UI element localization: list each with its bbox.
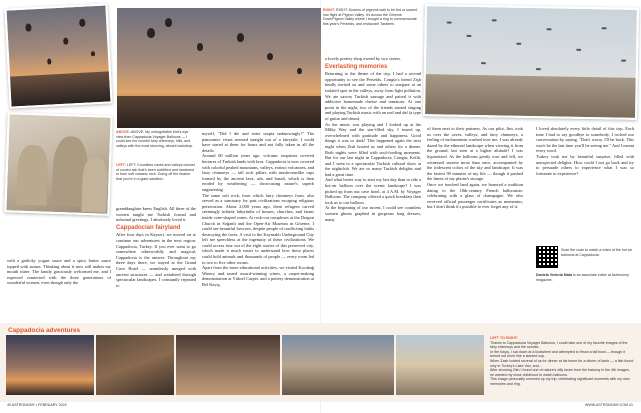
heading-everlasting-memories: Everlasting memories	[325, 63, 388, 70]
caption-right: RIGHT: RIGHT: Dozens of pigeons wait to be fed or soared into flight at Pigeon Valley. It's across the Göreme Dove/Pigeon Valley where I bought a ring to commemorate this year's Perseids, and restaurant Taraleen.	[323, 8, 418, 26]
qr-text: Scan the code to watch a video of the hot air balloons at Cappadocia.	[561, 248, 632, 257]
right-col-1-text: Returning to the theme of the trip, I had a second opportunity to see the Perseids. Congür's friend Zişh kindly invited us and some others to stargaze at an isolated spot in the valleys, away from light pollution. We ate savory Turkish sausage and paired it with addictive homemade cheese and tomatoes. At one point in the night, two of the friends started singing and playing Turkish music with an oud and daf (a type of guitar and drum). As the music was playing and I looked up at the Milky Way and the star-filled sky, I teared up, overwhelmed with gratitude and happiness. Good things it was so dark! This happened again the next night when Zish hosted us and others for a dinner. Both nights were filled with soul-fooding moments. But for our last night in Cappadocia, Congür, Kefik, and I went to a spectacular Turkish cultural show at the nightclub. We ate so many Turkish delights and had a great time. And what better way to start my last day than to ride a hot-air balloon over the scenic landscape? I was picked up from our cave hotel, at 4 A.M. by Voyager Balloons. The company offered a quick breakfast then took us to our balloon. At the beginning of our ascent, I could see countless women ghosts graphed in gorgeous long dresses, many	[325, 71, 421, 222]
right-folio: WWW.ASTRONOMY.COM 41	[584, 403, 633, 407]
strip-title: Cappadocia adventures	[8, 327, 81, 334]
left-col-2	[202, 131, 314, 319]
strip-photo-5	[396, 335, 484, 395]
strip-photo-3	[176, 335, 280, 395]
left-col-1-text: granddaughter knew English. All three of the women taught me Turkish formal and informal greetings. I absolutely loved it.	[116, 206, 196, 223]
left-folio: 40 ASTRONOMY • FEBRUARY 2024	[7, 403, 67, 407]
pigeon-photo	[423, 4, 639, 120]
left-col-0-text: with a garlicky yogurt sauce and a spicy butter sauce topped with sumac. Thinking about it now still makes my mouth water. The family graciously welcomed me, and I expected connected with the three generations of wonderful women, even though only the	[7, 258, 111, 286]
right-col-1	[325, 56, 421, 320]
chimney-photo-left	[4, 112, 112, 216]
balloon-photo-left	[4, 3, 112, 108]
left-col-1	[116, 206, 196, 318]
right-col-2-text: of them next to their partners. As our pilot, Jim, took us over the caves, valleys, and fairy chimneys, a feeling of enchantment washed over me. I was already dazed by the ethereal landscape when viewing it from the ground, but seen at a higher altitude? I was hypnotized. As the balloons gently rose and fell, we witnessed sunrise more than once, accompanied by the iridescent colors of the sky and landscape. It was the fastest 90 minutes of my life — though it pushed the limits of my phone's storage. Once we touched land again, we honored a tradition dating to the 18th-century French balloonists: celebrating with a glass of champagne. We also received official passenger certificates as mementos, but I don't think it's possible to ever forget any of it.	[427, 126, 523, 210]
author-byline	[536, 273, 634, 282]
caption-above: ABOVE: ABOVE: My unforgettable bird's-eye view from Cappadocia Voyager Balloons — I could see the colorful fairy chimneys, hills, and valleys with the most stunning, vibrant backdrop.	[116, 130, 194, 148]
strip-caption-heading: LEFT TO RIGHT:	[490, 336, 518, 340]
author-name: Daniela Victoria Mata	[536, 273, 573, 277]
strip-photo-2	[96, 335, 174, 395]
caption-left: LEFT: LEFT: Countless caves and valleys consist of cooled ash that's been solidified and hardened to form soft volcanic rock. Going off the illusion that you're in a giant sandbox.	[116, 163, 195, 181]
qr-code[interactable]	[536, 246, 558, 268]
heading-cappadocian-fairyland: Cappadocian fairyland	[116, 224, 181, 231]
right-col-3	[536, 126, 634, 246]
right-col-1-lead: a lovely pottery shop owned by two sisters.	[325, 56, 402, 61]
left-col-0	[7, 258, 111, 318]
author-role: is an associate editor at Astronomy magazine.	[536, 273, 629, 282]
strip-caption	[490, 336, 634, 387]
strip-caption-text: Thanks to Cappadocia Voyager Balloons, I could take one of my favorite images of the fairy chimneys and the sunrise. In the Kayış, I sat down at a kickwheel and attempted to throw a tall bowl — though it turned out more like a slanted cup. When Zash hosted several of us for dinner at his home for a dinner of lamb — a fish found only in Turkey's Lake Van, and... After showing Zish I found one of nature's silly faces from the balcony in the 4th images, he wanted my close childhood to watch balloons. This image personally summed up my trip, celebrating significant moments with my new memories and ring.	[490, 340, 634, 386]
strip-photo-1	[6, 335, 94, 395]
strip-photo-4	[282, 335, 394, 395]
left-col-1-text2: After four days in Kayseri, we moved on to continue our adventures in the next region: Cappadocia, Turkey. If you ever want to go somewhere otherworldly and magical, Cappadocia is the answer. Throughout my three days there, we stayed at the Grand Cave Hotel — seamlessly merged with ancient structures — and wandered through spectacular landscapes. I constantly repeated to	[116, 232, 196, 288]
right-col-2	[427, 126, 523, 320]
balloon-photo-main	[117, 8, 322, 128]
right-col-3-text: I loved absolutely every little detail of this trip. Each time I had to say goodbye to somebody, I rocked our conversation by saying, "Don't worry, I'll be back. This won't be the last time you'll be seeing me." And I meant every word. Turkey took me by beautiful surprise, filled with unexpected delights. How could I not go back and try to persuade others to experience what I was so fortunate to experience?	[536, 126, 634, 176]
left-col-2-text: myself, "Did I die and enter utopia unknowingly?" The panoramic vistas seemed straight out of a fairytale; I could have stared at them for hours and not fully taken in all the details. Around 60 million years ago, volcanic eruptions covered hectares of Turkish lands with lava. Cappadocia is now covered with colorful peaked mountains, valleys, extinct volcanoes, and fairy chimneys — tall rock pillars with mushroomlike caps formed by the ancient lava, ash, and basalt, which is then eroded by weathering — showcasing nature's superb engineering. The same soft rock, from which fairy chimneys form, also served as a sanctuary for past civilizations escaping religious persecution. About 2,000 years ago, these refugees carved seemingly infinite labyrinths of houses, churches, and farms inside cone-shaped cones. At rock-cut complexes at the Dragon Church in Soğanlı and the Open-Air Museum in Göreme, I could see beautiful frescoes, despite people of conflicting faiths destroying the faces. A visit to the Kaymaklı Underground City left me speechless at the ingenuity of these civilizations. We could access four out of the eight stories of this preserved city, which made it much easier to understand how these places could hold animals and thousands of people — every room led to two to five other rooms. Apart from the more educational activities, we visited Kocabağ Winery and tasted award-winning wines, a carpet-making demonstration at Yüksel Carpet, and a pottery demonstration at Bel Kayış,	[202, 131, 314, 288]
